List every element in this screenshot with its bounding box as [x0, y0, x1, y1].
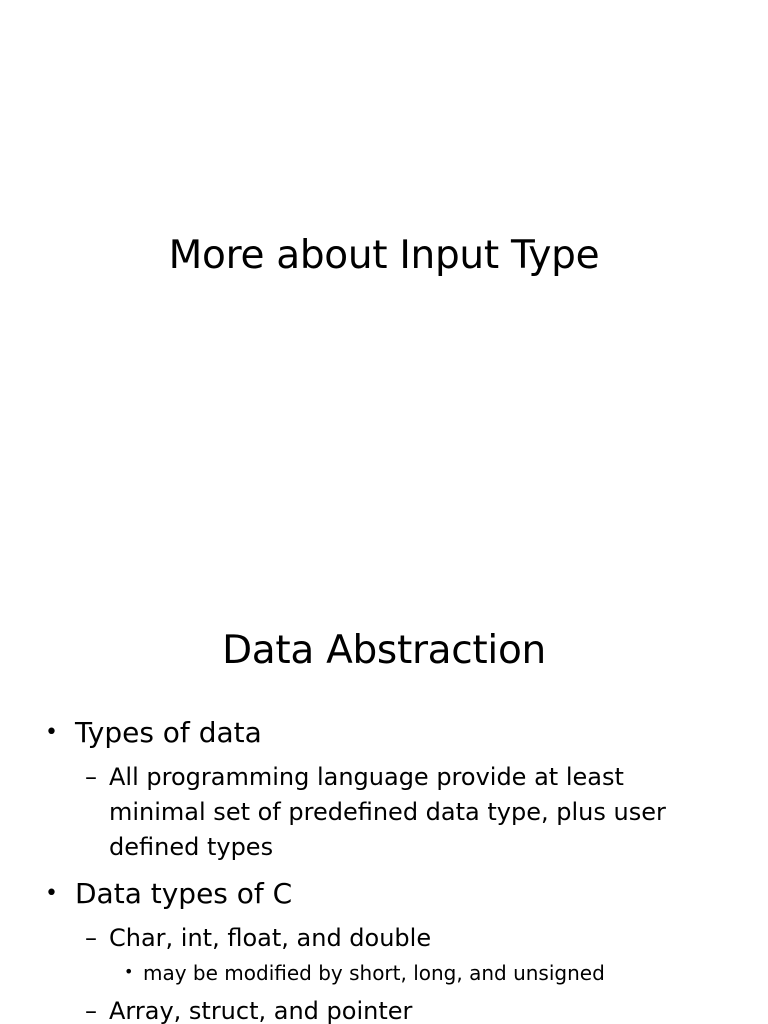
sub-sub-bullet-item-modifiers: [0, 960, 768, 986]
bullet-dot-icon: •: [45, 720, 58, 745]
sub-bullet-item-array-struct-pointer: [0, 994, 768, 1024]
slide-1-title: More about Input Type: [168, 233, 600, 278]
sub-bullet-item-char-int-float-double: [0, 921, 768, 956]
bullet-text: Data types of C: [75, 877, 293, 910]
slide-2-title: Data Abstraction: [222, 628, 546, 673]
bullet-list: [0, 716, 768, 1024]
sub-bullet-text: All programming language provide at least minimal set of predefined data type, plus user defined types: [109, 763, 666, 861]
sub-bullet-item-programming-language: [0, 760, 768, 865]
sub-bullet-text: Array, struct, and pointer: [109, 997, 413, 1024]
bullet-text: Types of data: [75, 716, 262, 749]
slide-2: [0, 576, 768, 1024]
bullet-dash-icon: –: [85, 997, 97, 1024]
sub-bullet-text: Char, int, float, and double: [109, 924, 432, 952]
sub-sub-bullet-text: may be modified by short, long, and unsigned: [143, 961, 605, 985]
bullet-dot-icon: •: [45, 881, 58, 906]
bullet-item-data-types-of-c: [0, 877, 768, 911]
bullet-dash-icon: –: [85, 924, 97, 952]
bullet-dash-icon: –: [85, 763, 97, 791]
bullet-small-dot-icon: •: [124, 962, 134, 981]
bullet-item-types-of-data: [0, 716, 768, 750]
